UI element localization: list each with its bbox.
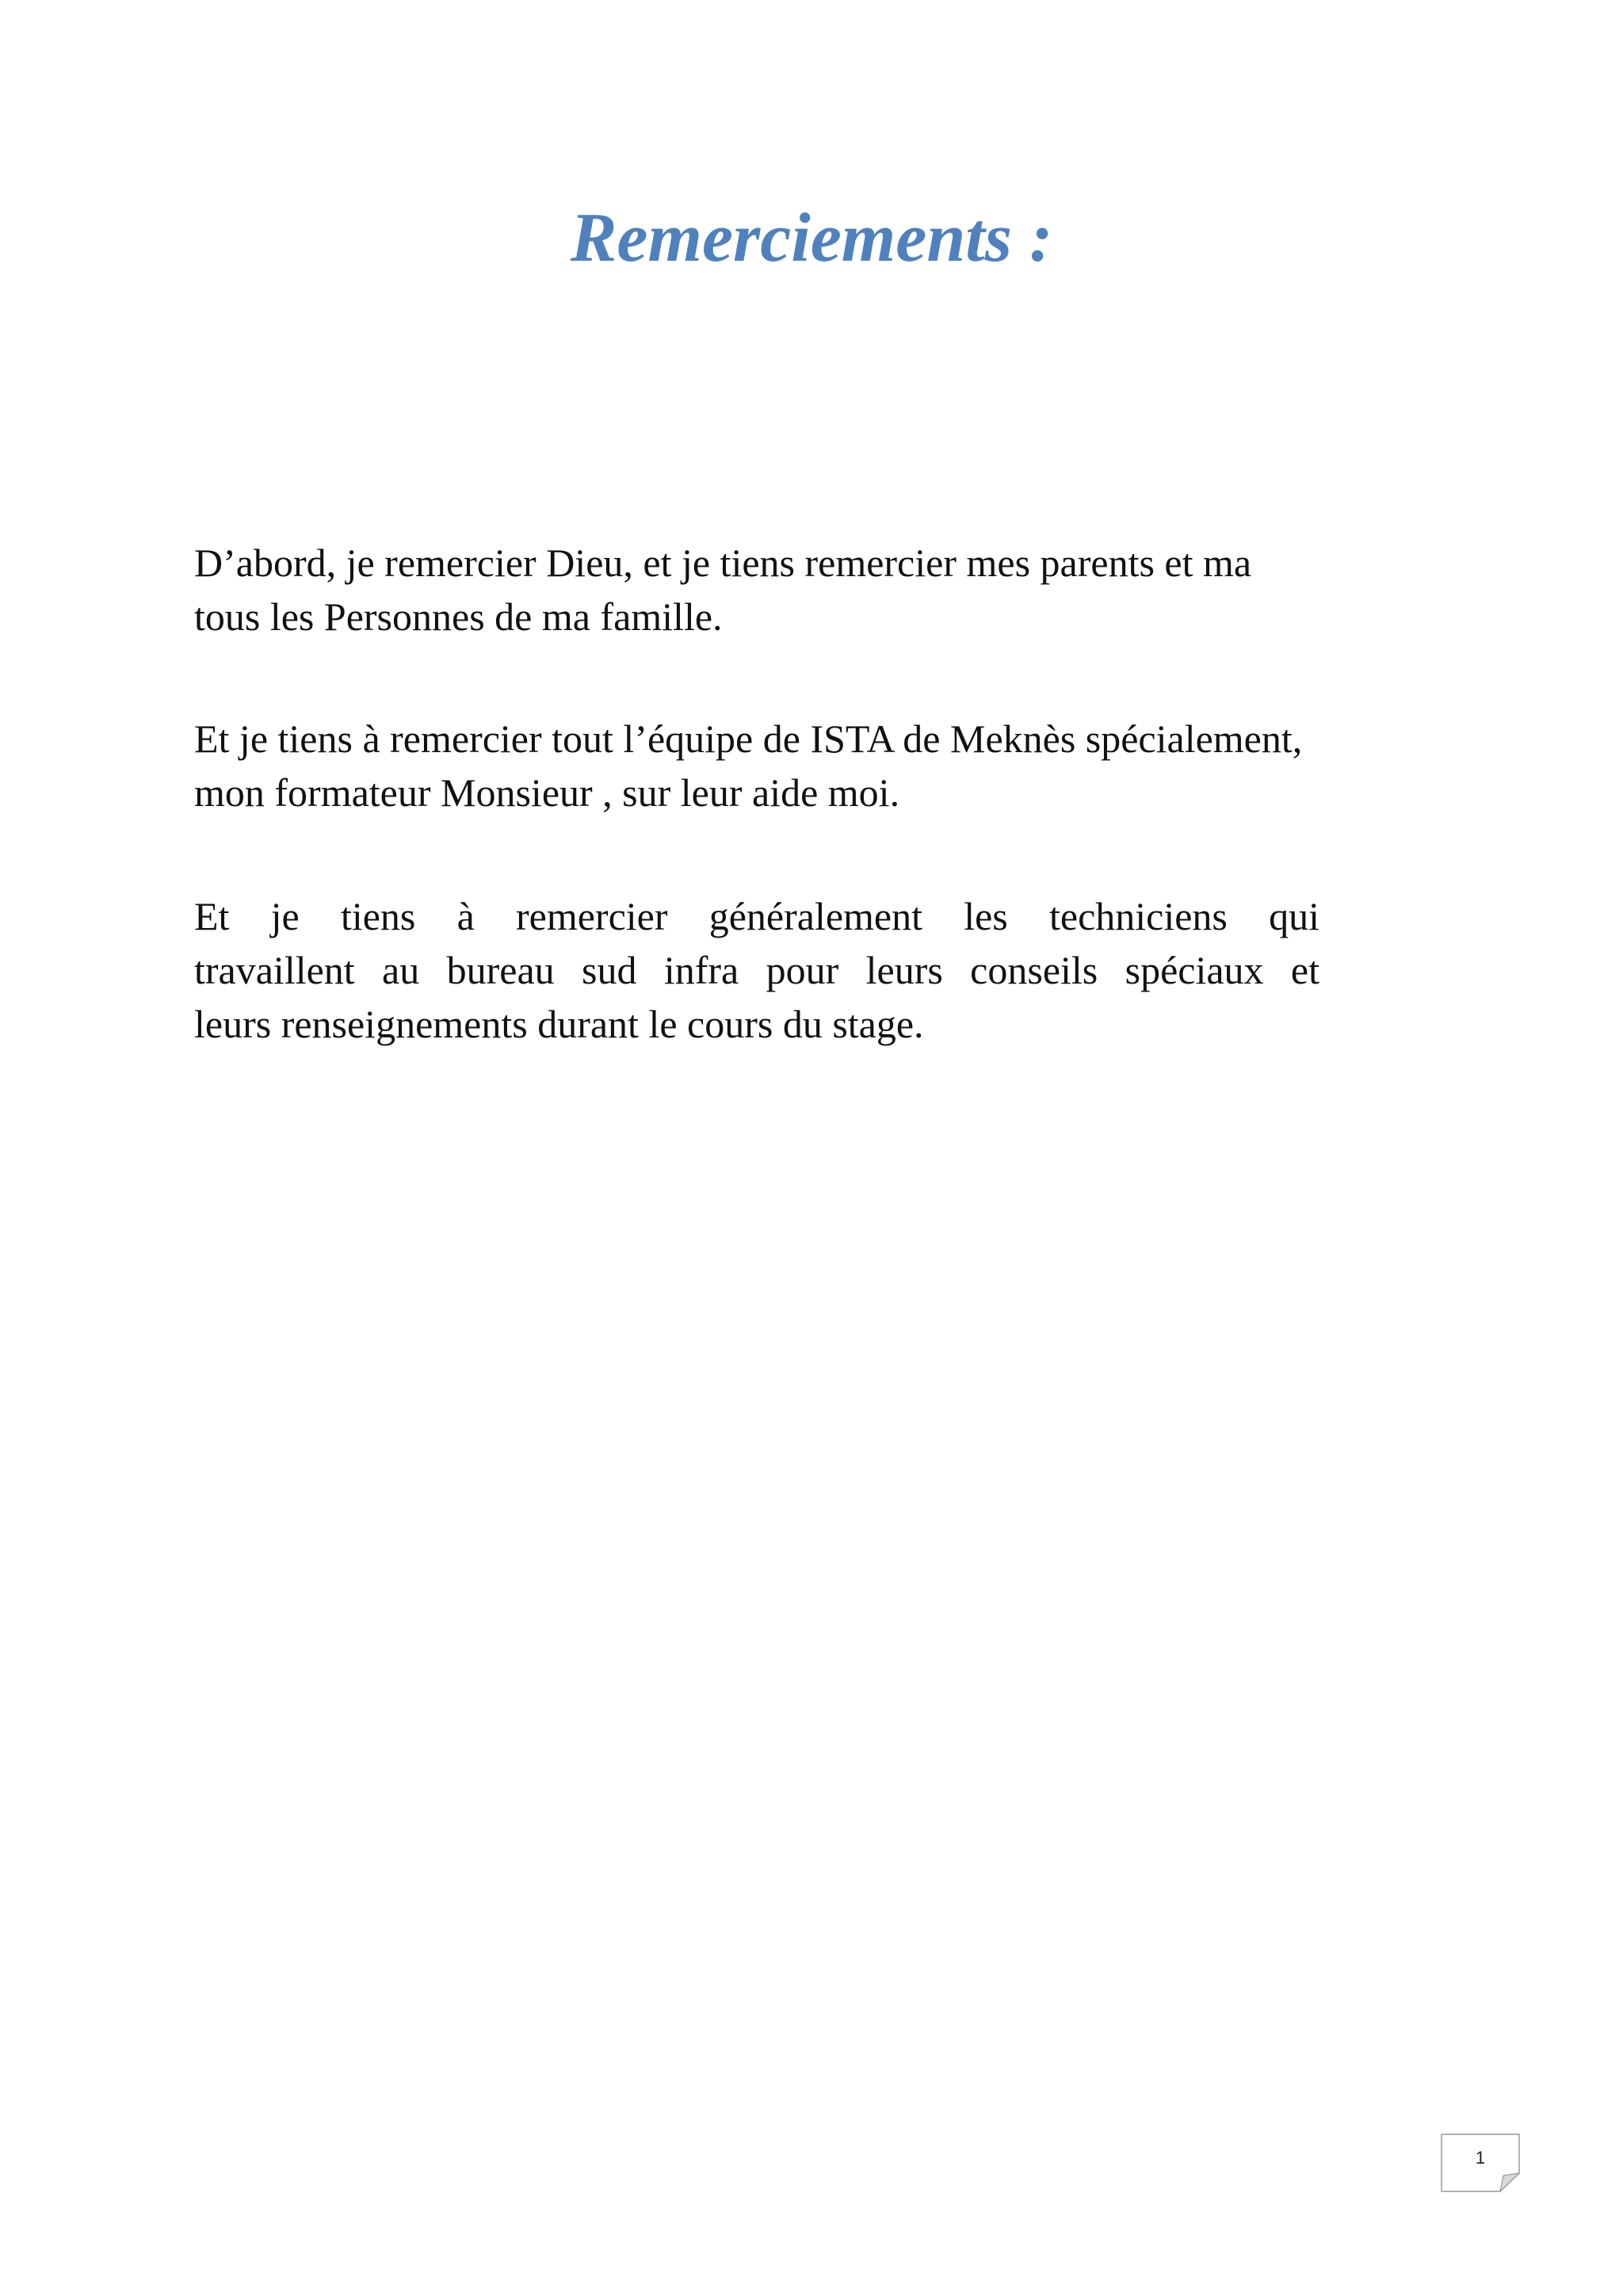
paragraph-line: D’abord, je remercier Dieu, et je tiens remercier mes parents et ma	[194, 541, 1252, 585]
page-number-box	[1441, 2134, 1520, 2192]
paragraph-thanks-family	[194, 536, 1462, 644]
paragraph-line: leurs renseignements durant le cours du stage.	[194, 1002, 924, 1046]
paragraph-line: Et je tiens à remercier tout l’équipe de ISTA de Meknès spécialement,	[194, 716, 1303, 761]
paragraph-line: travaillent au bureau sud infra pour leurs conseils spéciaux et	[194, 948, 1319, 992]
paragraph-thanks-ista	[194, 712, 1462, 819]
paragraph-thanks-technicians	[194, 889, 1319, 1051]
paragraph-line: Et je tiens à remercier généralement les techniciens qui	[194, 894, 1319, 938]
page-number: 1	[1475, 2148, 1486, 2168]
paragraph-line: tous les Personnes de ma famille.	[194, 594, 723, 639]
paragraph-line: mon formateur Monsieur , sur leur aide moi.	[194, 770, 900, 815]
page-title: Remerciements :	[570, 200, 1053, 277]
